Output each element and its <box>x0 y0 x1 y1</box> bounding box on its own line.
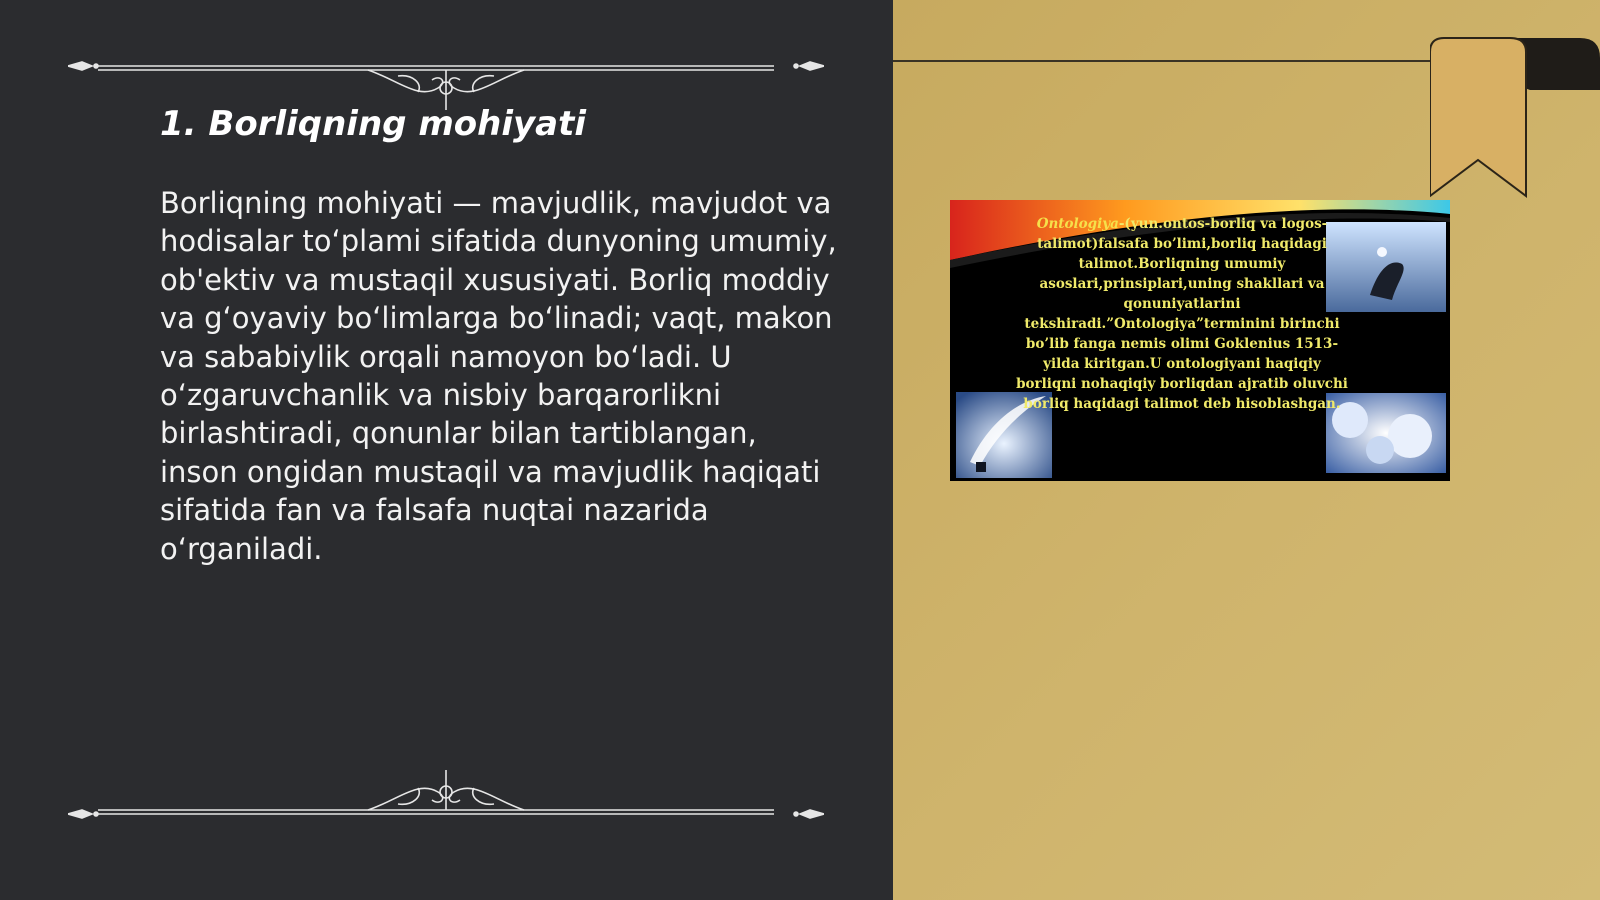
top-ornament <box>68 40 824 110</box>
slide-image-body: -(yun.ontos-borliq va logos-talimot)falsafa bo’limi,borliq haqidagi talimot.Borliqning umumiy asoslari,prinsiplari,uning shakllari va qonuniyatlarini tekshiradi.”Ontologiya”terminini birinchi bo’lib fanga nemis olimi Goklenius 1513-yilda kiritgan.U ontologiyani haqiqiy borliqni nohaqiqiy borliqdan ajratib oluvchi borliq haqidagi talimot deb hisoblashgan. <box>1016 216 1348 412</box>
bookmark-decoration <box>1430 30 1600 200</box>
slide-body: Borliqning mohiyati — mavjudlik, mavjudot va hodisalar to‘plami sifatida dunyoning umumiy, ob'ektiv va mustaqil xususiyati. Borliq moddiy va g‘oyaviy bo‘limlarga bo‘linadi; vaqt, makon va sababiylik orqali namoyon bo‘ladi. U o‘zgaruvchanlik va nisbiy barqarorlikni birlashtiradi, qonunlar bilan tartiblangan, inson ongidan mustaqil va mavjudlik haqiqati sifatida fan va falsafa nuqtai nazarida o‘rganiladi. <box>160 186 837 566</box>
slide-image-lead: Ontologiya <box>1036 216 1119 232</box>
ontology-slide-image <box>950 200 1450 481</box>
slide-image-text <box>1012 214 1352 414</box>
slide-title: 1. Borliqning mohiyati <box>160 104 586 144</box>
bottom-ornament <box>68 770 824 840</box>
